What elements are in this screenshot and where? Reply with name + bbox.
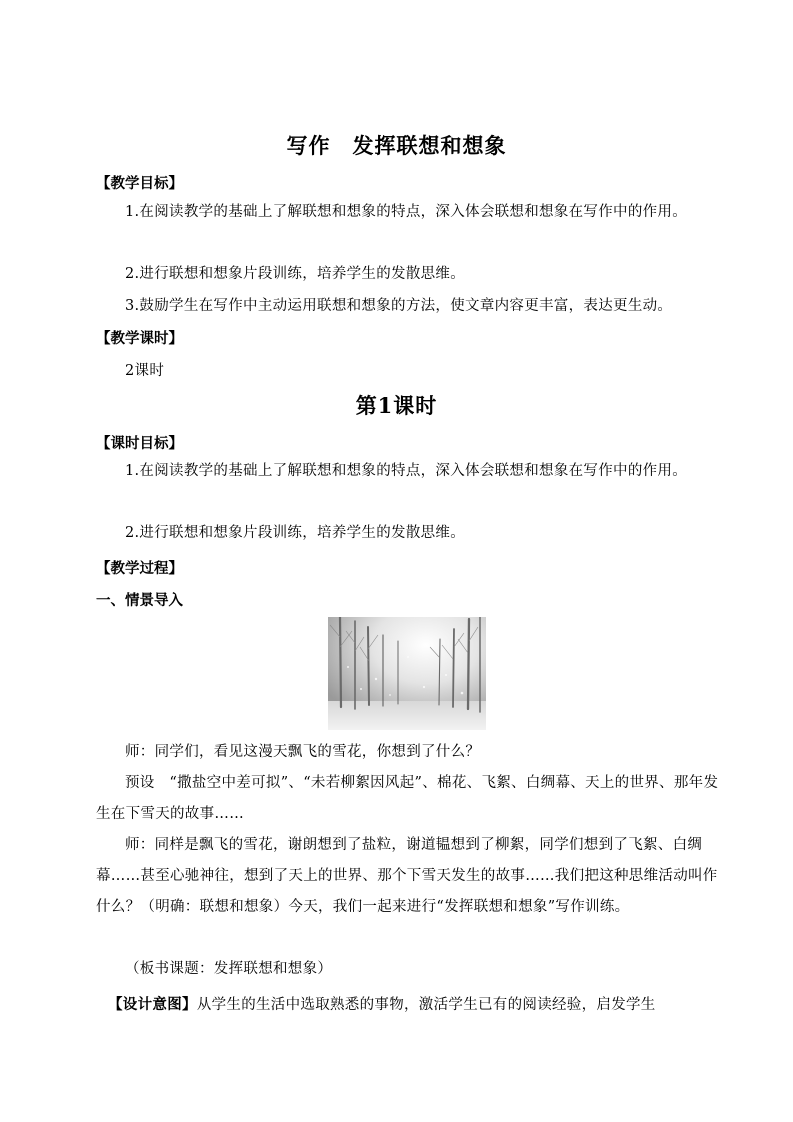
- page-title: 写作 发挥联想和想象: [286, 133, 507, 158]
- lesson-1-title: 第1课时: [355, 393, 438, 418]
- lesson-goals-heading: 【课时目标】: [96, 435, 183, 452]
- teaching-goal-1: 1.在阅读教学的基础上了解联想和想象的特点，深入体会联想和想象在写作中的作用。: [125, 204, 688, 220]
- dialogue-paragraph-2: 预设 “撒盐空中差可拟”、“未若柳絮因风起”、棉花、飞絮、白绸幕、天上的世界、那年发生在下雪天的故事……: [96, 775, 719, 822]
- dialogue-paragraph-3: 师：同样是飘飞的雪花，谢朗想到了盐粒，谢道韫想到了柳絮，同学们想到了飞絮、白绸幕……甚至心驰神往，想到了天上的世界、那个下雪天发生的故事……我们把这种思维活动叫作什么？（明确：联想和想象）今天，我们一起来进行“发挥联想和想象”写作训练。: [96, 837, 718, 915]
- teaching-goal-2: 2.进行联想和想象片段训练，培养学生的发散思维。: [125, 266, 466, 282]
- lesson-goal-2: 2.进行联想和想象片段训练，培养学生的发散思维。: [125, 525, 466, 541]
- teaching-goal-3: 3.鼓励学生在写作中主动运用联想和想象的方法，使文章内容更丰富，表达更生动。: [125, 298, 673, 314]
- blackboard-note: （板书课题：发挥联想和想象）: [125, 961, 333, 977]
- part1-heading: 一、情景导入: [96, 592, 183, 609]
- teaching-goals-heading: 【教学目标】: [96, 175, 183, 192]
- design-intent-label: 【设计意图】: [108, 996, 197, 1013]
- snowy-forest-photo: [328, 617, 486, 730]
- design-intent-line: [108, 993, 748, 1014]
- process-heading: 【教学过程】: [96, 560, 183, 577]
- dialogue-paragraph-1: 师：同学们，看见这漫天飘飞的雪花，你想到了什么？: [125, 744, 481, 760]
- teaching-hours-value: 2课时: [125, 363, 165, 379]
- lesson-goal-1: 1.在阅读教学的基础上了解联想和想象的特点，深入体会联想和想象在写作中的作用。: [125, 463, 688, 479]
- design-intent-text: 从学生的生活中选取熟悉的事物，激活学生已有的阅读经验，启发学生: [196, 997, 656, 1013]
- teaching-hours-heading: 【教学课时】: [96, 330, 183, 347]
